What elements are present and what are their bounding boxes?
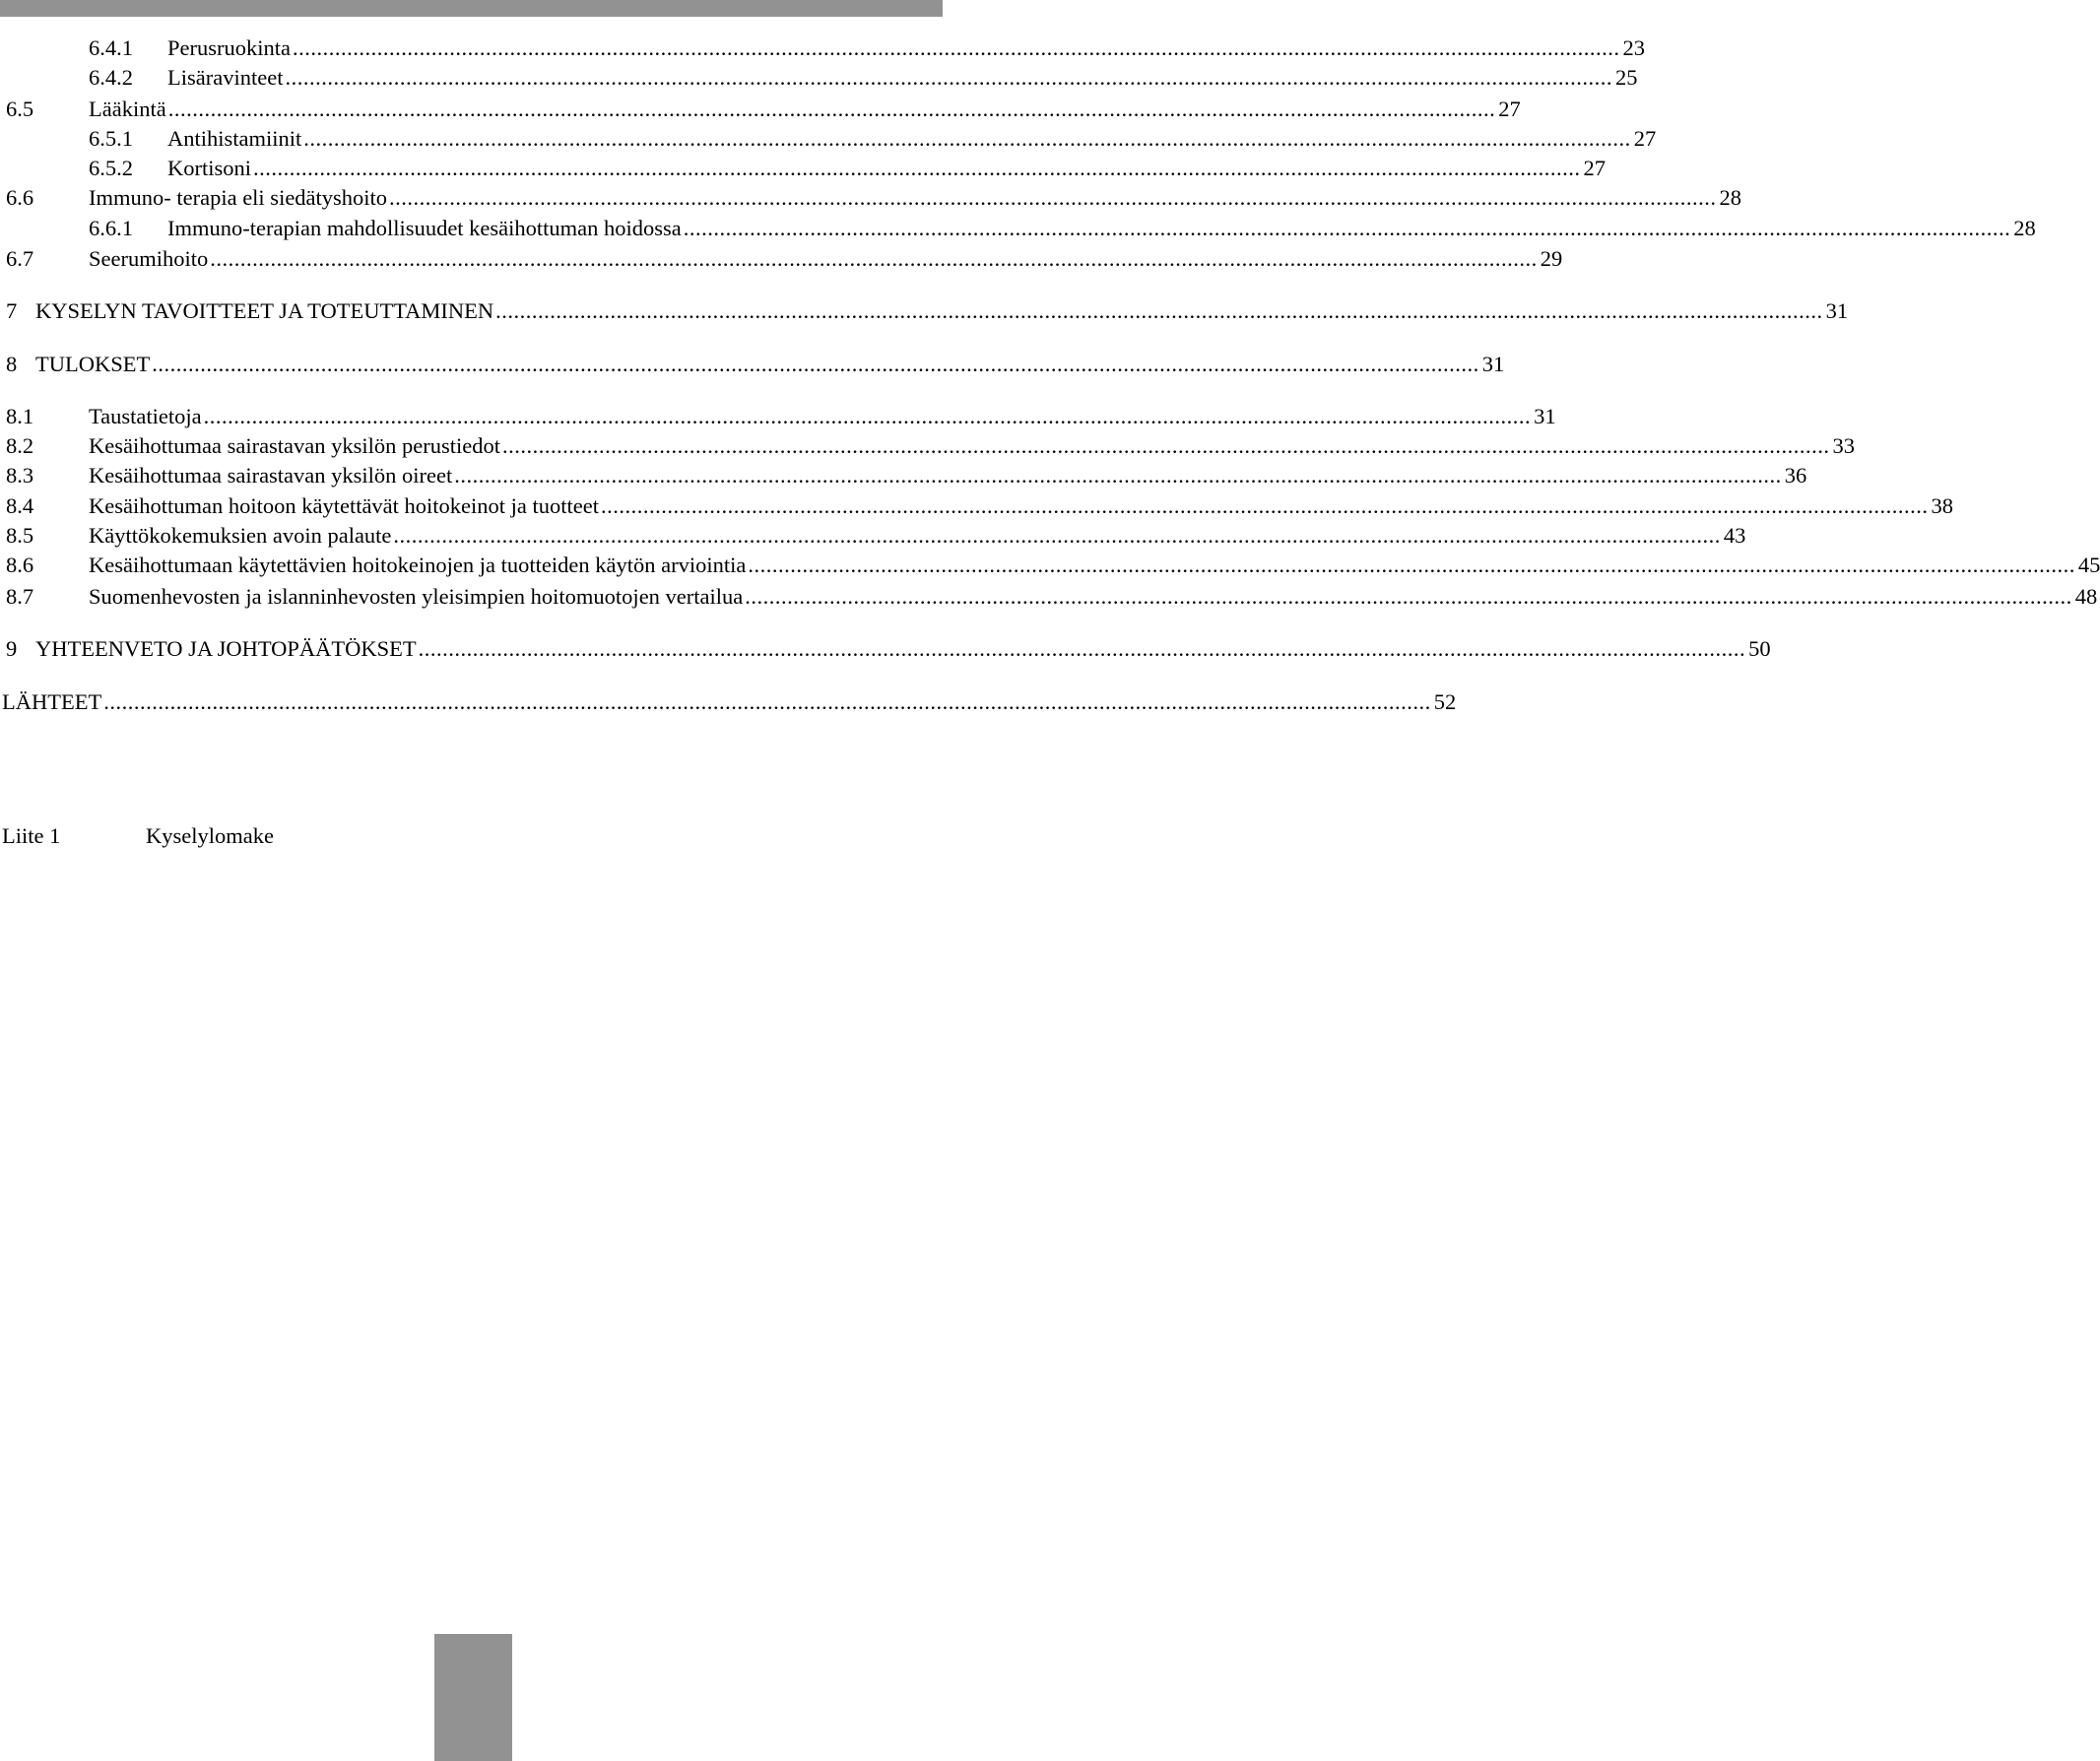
toc-dot-leader: ............................................................................................................................................................................................................................ <box>152 352 1479 376</box>
toc-dot-leader: ............................................................................................................................................................................................................................ <box>393 523 1721 548</box>
toc-entry-number: 8.2 <box>6 433 34 458</box>
toc-dot-leader: ............................................................................................................................................................................................................................ <box>253 156 1581 180</box>
toc-dot-leader: ............................................................................................................................................................................................................................ <box>502 433 1830 458</box>
toc-entry[interactable] <box>0 94 1521 125</box>
toc-entry-number: 8.7 <box>6 584 34 609</box>
toc-dot-leader: ............................................................................................................................................................................................................................ <box>303 126 1631 151</box>
toc-dot-leader: ............................................................................................................................................................................................................................ <box>418 636 1746 661</box>
toc-entry[interactable] <box>0 349 1505 380</box>
toc-entry[interactable] <box>0 123 1657 155</box>
toc-entry-page: 27 <box>1633 126 1657 151</box>
toc-entry-number: 6.7 <box>6 246 34 271</box>
toc-entry-number: 6.6 <box>6 185 34 210</box>
toc-entry-number: 6.6.1 <box>89 216 133 240</box>
toc-entry-number: 8 <box>6 352 18 376</box>
toc-entry-page: 45 <box>2077 553 2100 577</box>
toc-entry-title: Seerumihoito <box>89 246 209 271</box>
toc-entry[interactable] <box>0 243 1563 275</box>
toc-dot-leader: ............................................................................................................................................................................................................................ <box>103 689 1431 714</box>
toc-entry-title: Käyttökokemuksien avoin palaute <box>89 523 392 548</box>
toc-entry[interactable] <box>0 182 1742 214</box>
toc-entry[interactable] <box>0 581 2098 613</box>
toc-dot-leader: ............................................................................................................................................................................................................................ <box>683 216 2011 240</box>
toc-entry[interactable] <box>0 295 1849 327</box>
toc-entry-number: 6.4.2 <box>89 65 133 90</box>
toc-entry-title: TULOKSET <box>35 352 151 376</box>
toc-dot-leader: ............................................................................................................................................................................................................................ <box>203 404 1532 428</box>
toc-entry-number: 8.6 <box>6 553 34 577</box>
toc-entry-title: Lääkintä <box>89 97 166 121</box>
toc-entry-title: Immuno- terapia eli siedätyshoito <box>89 185 388 210</box>
toc-entry-number: 8.1 <box>6 404 34 428</box>
toc-entry[interactable] <box>0 460 1807 491</box>
toc-entry-number: 6.5 <box>6 97 34 121</box>
toc-entry-number: 7 <box>6 298 18 323</box>
toc-entry-number: 8.4 <box>6 493 34 518</box>
toc-entry-title: Kesäihottumaan käytettävien hoitokeinojen ja tuotteiden käytön arviointia <box>89 553 747 577</box>
toc-dot-leader: ............................................................................................................................................................................................................................ <box>292 35 1620 60</box>
appendix-line <box>0 819 591 853</box>
toc-entry-page: 28 <box>1719 185 1742 210</box>
toc-entry-title: LÄHTEET <box>2 689 102 714</box>
toc-entry-title: Taustatietoja <box>89 404 202 428</box>
toc-entry-page: 23 <box>1622 35 1645 60</box>
appendix-title: Kyselylomake <box>146 823 274 848</box>
toc-entry-number: 6.5.1 <box>89 126 133 151</box>
toc-entry-page: 48 <box>2074 584 2098 609</box>
toc-entry-page: 29 <box>1540 246 1563 271</box>
toc-entry-page: 25 <box>1614 65 1638 90</box>
toc-entry-title: Antihistamiinit <box>167 126 302 151</box>
toc-entry-page: 38 <box>1931 493 1954 518</box>
toc-entry[interactable] <box>0 490 1954 522</box>
toc-entry-page: 36 <box>1784 463 1807 488</box>
toc-entry-page: 31 <box>1534 404 1556 428</box>
toc-entry-title: Suomenhevosten ja islanninhevosten yleisimpien hoitomuotojen vertailua <box>89 584 744 609</box>
toc-entry-number: 8.3 <box>6 463 34 488</box>
toc-entry-page: 27 <box>1498 97 1521 121</box>
toc-entry[interactable] <box>0 633 1771 665</box>
toc-entry-page: 28 <box>2013 216 2036 240</box>
toc-entry[interactable] <box>0 62 1638 94</box>
toc-entry-number: 8.5 <box>6 523 34 548</box>
toc-entry-page: 31 <box>1481 352 1505 376</box>
toc-entry-number: 9 <box>6 636 18 661</box>
toc-entry-number: 6.5.2 <box>89 156 133 180</box>
toc-entry-title: Kortisoni <box>167 156 252 180</box>
toc-entry-title: Kesäihottuman hoitoon käytettävät hoitokeinot ja tuotteet <box>89 493 600 518</box>
toc-entry[interactable] <box>0 153 1607 184</box>
toc-entry-title: Kesäihottumaa sairastavan yksilön perustiedot <box>89 433 501 458</box>
toc-entry[interactable] <box>0 213 2036 244</box>
table-of-contents <box>0 0 2100 788</box>
toc-entry-page: 33 <box>1832 433 1856 458</box>
toc-entry-page: 43 <box>1723 523 1746 548</box>
toc-dot-leader: ............................................................................................................................................................................................................................ <box>167 97 1496 121</box>
toc-dot-leader: ............................................................................................................................................................................................................................ <box>745 584 2072 609</box>
toc-dot-leader: ............................................................................................................................................................................................................................ <box>495 298 1823 323</box>
toc-dot-leader: ............................................................................................................................................................................................................................ <box>285 65 1612 90</box>
toc-entry-title: Lisäravinteet <box>167 65 284 90</box>
toc-entry-page: 27 <box>1583 156 1607 180</box>
toc-dot-leader: ............................................................................................................................................................................................................................ <box>210 246 1538 271</box>
toc-entry[interactable] <box>0 550 2100 581</box>
toc-dot-leader: ............................................................................................................................................................................................................................ <box>454 463 1782 488</box>
toc-entry-title: Immuno-terapian mahdollisuudet kesäihottuman hoidossa <box>167 216 682 240</box>
toc-entry-number: 6.4.1 <box>89 35 133 60</box>
page-number-box <box>434 1634 512 1761</box>
toc-entry[interactable] <box>0 686 1457 718</box>
appendix-label: Liite 1 <box>2 823 61 848</box>
toc-entry[interactable] <box>0 401 1556 432</box>
toc-entry-page: 52 <box>1433 689 1457 714</box>
toc-dot-leader: ............................................................................................................................................................................................................................ <box>389 185 1717 210</box>
toc-entry[interactable] <box>0 33 1645 64</box>
toc-entry[interactable] <box>0 520 1746 552</box>
toc-dot-leader: ............................................................................................................................................................................................................................ <box>601 493 1929 518</box>
toc-entry-title: Kesäihottumaa sairastavan yksilön oireet <box>89 463 453 488</box>
toc-entry-title: YHTEENVETO JA JOHTOPÄÄTÖKSET <box>35 636 417 661</box>
toc-entry-page: 31 <box>1825 298 1849 323</box>
toc-entry-page: 50 <box>1748 636 1771 661</box>
toc-dot-leader: ............................................................................................................................................................................................................................ <box>748 553 2075 577</box>
toc-entry-title: Perusruokinta <box>167 35 291 60</box>
toc-entry-title: KYSELYN TAVOITTEET JA TOTEUTTAMINEN <box>35 298 494 323</box>
toc-entry[interactable] <box>0 430 1856 462</box>
